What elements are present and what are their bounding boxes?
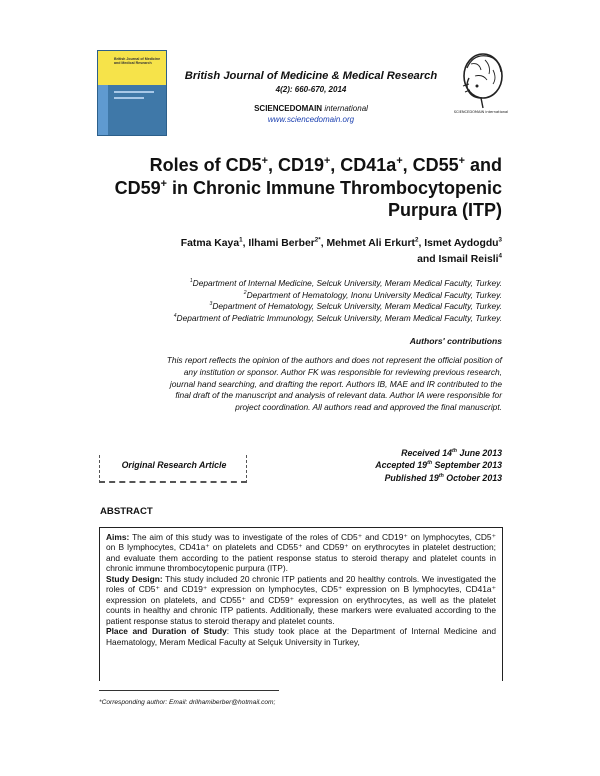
place-label: Place and Duration of Study — [106, 626, 227, 637]
date-sup: th — [452, 448, 457, 455]
title-part: and — [464, 155, 502, 175]
affiliations — [100, 278, 502, 324]
affiliation-sup: 1 — [189, 278, 193, 285]
place-text: : This study took place at the Department of Internal Medicine and Haematology, Meram Medical Faculty at Selçuk University in Turkey, — [106, 626, 496, 647]
author-sup: 2 — [415, 236, 419, 244]
accepted-date — [300, 459, 502, 471]
title-part: Roles of CD5 — [149, 155, 262, 175]
journal-name: British Journal of Medicine & Medical Research — [184, 70, 438, 82]
abstract-box — [99, 527, 503, 681]
abstract-design — [106, 574, 496, 626]
date-sup: th — [427, 460, 433, 467]
affiliation-sup: 2 — [243, 289, 247, 296]
author-sup: 2* — [314, 236, 321, 244]
author-sup: 1 — [239, 236, 243, 244]
affiliation-text: Department of Hematology, Inonu University Medical Faculty, Turkey. — [246, 289, 502, 300]
publisher-logo-icon — [455, 50, 507, 114]
affiliation-sup: 4 — [173, 312, 177, 319]
affiliation — [100, 301, 502, 313]
author-join: and — [417, 253, 436, 265]
title-sup: + — [160, 177, 167, 190]
author-name: Ilhami Berber — [248, 238, 315, 249]
date-text: October 2013 — [443, 472, 502, 483]
affiliation — [100, 278, 502, 290]
abstract-place — [106, 626, 496, 647]
logo-caption: SCIENCEDOMAIN international — [453, 110, 509, 114]
design-text: This study included 20 chronic ITP patients and 20 healthy controls. We investigated the roles of CD5⁺ and CD19⁺ expression on lymphocytes, CD5⁺ expression on B lymphocytes, CD41a⁺ expression on platelets, and CD55⁺ and CD59⁺ expression on erythrocytes, as well as the platelet counts in healthy and chronic ITP patients. Additionally, these markers were evaluated according to the patient response status to steroid therapy and platelet counts. — [106, 573, 496, 626]
title-sup: + — [396, 155, 403, 167]
publisher — [175, 104, 447, 113]
date-text: Accepted 19 — [375, 460, 428, 471]
date-text: Published 19 — [384, 472, 439, 483]
affiliation-text: Department of Hematology, Selcuk University, Meram Medical Faculty, Turkey. — [212, 301, 502, 312]
title-part: Purpura (ITP) — [387, 200, 502, 220]
aims-label: Aims: — [106, 532, 130, 542]
title-part: , CD19 — [267, 155, 324, 175]
title-part: , CD41a — [330, 155, 397, 175]
publisher-suffix: international — [324, 104, 368, 113]
article-type-label: Original Research Article — [121, 460, 227, 470]
journal-cover-thumbnail — [97, 50, 167, 136]
paper-title — [100, 154, 502, 222]
published-date — [300, 472, 502, 484]
date-sup: th — [438, 472, 444, 479]
publication-dates — [300, 447, 502, 484]
affiliation-text: Department of Pediatric Immunology, Selcuk University, Meram Medical Faculty, Turkey. — [176, 312, 502, 323]
abstract-aims — [106, 532, 496, 574]
aims-text: The aim of this study was to investigate of the roles of CD5⁺ and CD19⁺ on lymphocytes, CD5⁺ on B lymphocytes, CD41a⁺ on platelets and CD55⁺ and CD59⁺ on erythrocytes in platelet destruction; and evaluate them according to the patient response status to steroid therapy and platelet counts in chronic immune thrombocytopenic purpura (ITP). — [106, 532, 496, 574]
title-sup: + — [458, 155, 465, 167]
cover-text: British Journal of Medicine and Medical Research — [114, 57, 161, 65]
author-name: Ismail Reisli — [438, 253, 499, 265]
title-sup: + — [323, 155, 331, 167]
date-text: September 2013 — [432, 460, 502, 471]
author-sup: 4 — [498, 252, 502, 260]
contributions-heading: Authors' contributions — [409, 336, 502, 346]
contributions-text — [100, 355, 502, 414]
contributions-line: any institution or sponsor. Author FK was responsible for reviewing previous research, — [183, 366, 502, 377]
design-label: Study Design: — [106, 573, 163, 584]
contributions-line: journal hand searching, and drafting the report. Authors IB, MAE and IR contributed to the — [169, 378, 502, 389]
author-sup: 3 — [498, 236, 502, 244]
contributions-line: final draft of the manuscript and analysis of relevant data. Author IA were responsible for — [175, 390, 502, 401]
contributions-line: project coordination. All authors read and approved the final manuscript. — [235, 402, 502, 413]
author-name: Mehmet Ali Erkurt — [326, 238, 415, 249]
author-list: Fatma Kaya$^1$, Ilhami Berber$^{2*}$, Mehmet Ali Erkurt$^2$, Ismet Aydogdu$^3$ and Ismail Reisli$^4$ — [180, 236, 502, 265]
date-text: Received 14 — [401, 448, 453, 458]
corresponding-author-footnote: *Corresponding author: Email: drilhamiberber@hotmail.com; — [99, 699, 276, 706]
title-sup: + — [261, 155, 268, 167]
affiliation-sup: 3 — [209, 301, 213, 308]
title-part: CD59 — [114, 177, 161, 198]
journal-volume: 4(2): 660-670, 2014 — [275, 85, 347, 94]
affiliation-text: Department of Internal Medicine, Selcuk University, Meram Medical Faculty, Turkey. — [192, 278, 502, 288]
title-part: in Chronic Immune Thrombocytopenic — [166, 177, 502, 198]
publisher-website-link[interactable]: www.sciencedomain.org — [267, 115, 355, 124]
affiliation — [100, 313, 502, 325]
received-date — [300, 447, 502, 459]
contributions-line: This report reflects the opinion of the authors and does not represent the official position of — [166, 355, 502, 365]
author-name: Fatma Kaya — [180, 238, 240, 249]
footnote-rule — [99, 690, 279, 691]
title-part: , CD55 — [402, 155, 459, 175]
abstract-heading: ABSTRACT — [100, 506, 153, 517]
publisher-name: SCIENCEDOMAIN — [254, 104, 323, 113]
date-text: June 2013 — [457, 448, 502, 458]
author-name: Ismet Aydogdu — [424, 238, 499, 249]
affiliation — [100, 290, 502, 302]
